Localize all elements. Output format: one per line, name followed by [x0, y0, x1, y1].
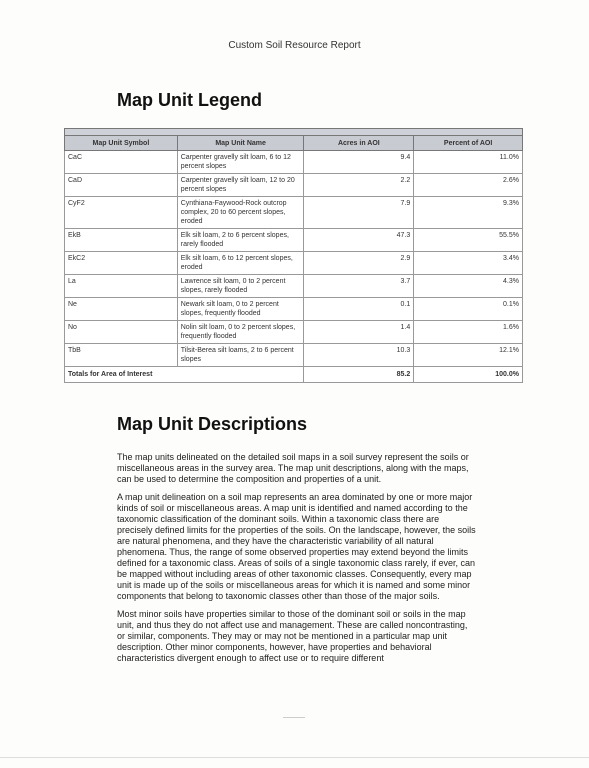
cell-name: Tilsit-Berea silt loams, 2 to 6 percent slopes	[177, 344, 304, 367]
descriptions-title: Map Unit Descriptions	[117, 414, 308, 434]
cell-symbol: CyF2	[65, 197, 178, 229]
table-row	[65, 298, 523, 321]
cell-percent: 1.6%	[414, 321, 523, 344]
cell-name: Cynthiana-Faywood-Rock outcrop complex, 20 to 60 percent slopes, eroded	[177, 197, 304, 229]
cell-acres: 0.1	[304, 298, 414, 321]
totals-acres: 85.2	[304, 367, 414, 383]
table-row	[65, 174, 523, 197]
page-mark	[283, 717, 305, 718]
cell-percent: 55.5%	[414, 229, 523, 252]
col-header-symbol: Map Unit Symbol	[65, 136, 178, 151]
legend-title: Map Unit Legend	[117, 90, 262, 110]
cell-percent: 11.0%	[414, 151, 523, 174]
col-header-acres: Acres in AOI	[304, 136, 414, 151]
cell-name: Elk silt loam, 2 to 6 percent slopes, rarely flooded	[177, 229, 304, 252]
totals-percent: 100.0%	[414, 367, 523, 383]
report-header: Custom Soil Resource Report	[228, 40, 361, 51]
cell-acres: 10.3	[304, 344, 414, 367]
cell-acres: 3.7	[304, 275, 414, 298]
totals-label: Totals for Area of Interest	[65, 367, 304, 383]
paragraph: Most minor soils have properties similar to those of the dominant soil or soils in the map unit, and thus they do not affect use and management. These are called noncontrasting, or similar, components. They may or may not be mentioned in a particular map unit description. Other minor components, however, have properties and behavioral characteristics divergent enough to affect use or to require different	[117, 609, 468, 663]
cell-acres: 7.9	[304, 197, 414, 229]
cell-percent: 4.3%	[414, 275, 523, 298]
map-unit-legend-table	[64, 128, 523, 383]
table-top-band	[65, 129, 523, 136]
cell-symbol: EkC2	[65, 252, 178, 275]
page-bottom-rule	[0, 757, 589, 758]
paragraph: A map unit delineation on a soil map represents an area dominated by one or more major kinds of soil or miscellaneous areas. A map unit is identified and named according to the taxonomic classification of the dominant soils. Within a taxonomic class there are precisely defined limits for the properties of the soils. On the landscape, however, the soils are natural phenomena, and they have the characteristic variability of all natural phenomena. Thus, the range of some observed properties may extend beyond the limits defined for a taxonomic class. Areas of soils of a single taxonomic class rarely, if ever, can be mapped without including areas of other taxonomic classes. Consequently, every map unit is made up of the soils or miscellaneous areas for which it is named and some minor components that belong to taxonomic classes other than those of the major soils.	[117, 492, 476, 601]
cell-acres: 1.4	[304, 321, 414, 344]
table-row	[65, 275, 523, 298]
col-header-percent: Percent of AOI	[414, 136, 523, 151]
table-row	[65, 229, 523, 252]
cell-name: Carpenter gravelly silt loam, 6 to 12 percent slopes	[177, 151, 304, 174]
descriptions-body	[117, 452, 477, 671]
table-row	[65, 344, 523, 367]
table-body	[65, 151, 523, 367]
totals-row	[65, 367, 523, 383]
cell-acres: 2.2	[304, 174, 414, 197]
table-row	[65, 321, 523, 344]
cell-symbol: Ne	[65, 298, 178, 321]
col-header-name: Map Unit Name	[177, 136, 304, 151]
table-row	[65, 197, 523, 229]
cell-symbol: EkB	[65, 229, 178, 252]
table-row	[65, 151, 523, 174]
paragraph: The map units delineated on the detailed soil maps in a soil survey represent the soils or miscellaneous areas in the survey area. The map unit descriptions, along with the maps, can be used to determine the composition and properties of a unit.	[117, 452, 469, 484]
table-row	[65, 252, 523, 275]
cell-symbol: No	[65, 321, 178, 344]
cell-symbol: CaC	[65, 151, 178, 174]
cell-name: Newark silt loam, 0 to 2 percent slopes, frequently flooded	[177, 298, 304, 321]
cell-percent: 3.4%	[414, 252, 523, 275]
cell-name: Carpenter gravelly silt loam, 12 to 20 percent slopes	[177, 174, 304, 197]
cell-name: Nolin silt loam, 0 to 2 percent slopes, frequently flooded	[177, 321, 304, 344]
cell-acres: 9.4	[304, 151, 414, 174]
cell-symbol: TbB	[65, 344, 178, 367]
cell-percent: 2.6%	[414, 174, 523, 197]
cell-percent: 12.1%	[414, 344, 523, 367]
cell-acres: 2.9	[304, 252, 414, 275]
table-header-row	[65, 136, 523, 151]
cell-percent: 9.3%	[414, 197, 523, 229]
cell-name: Lawrence silt loam, 0 to 2 percent slopes, rarely flooded	[177, 275, 304, 298]
cell-name: Elk silt loam, 6 to 12 percent slopes, eroded	[177, 252, 304, 275]
cell-acres: 47.3	[304, 229, 414, 252]
cell-percent: 0.1%	[414, 298, 523, 321]
cell-symbol: La	[65, 275, 178, 298]
cell-symbol: CaD	[65, 174, 178, 197]
